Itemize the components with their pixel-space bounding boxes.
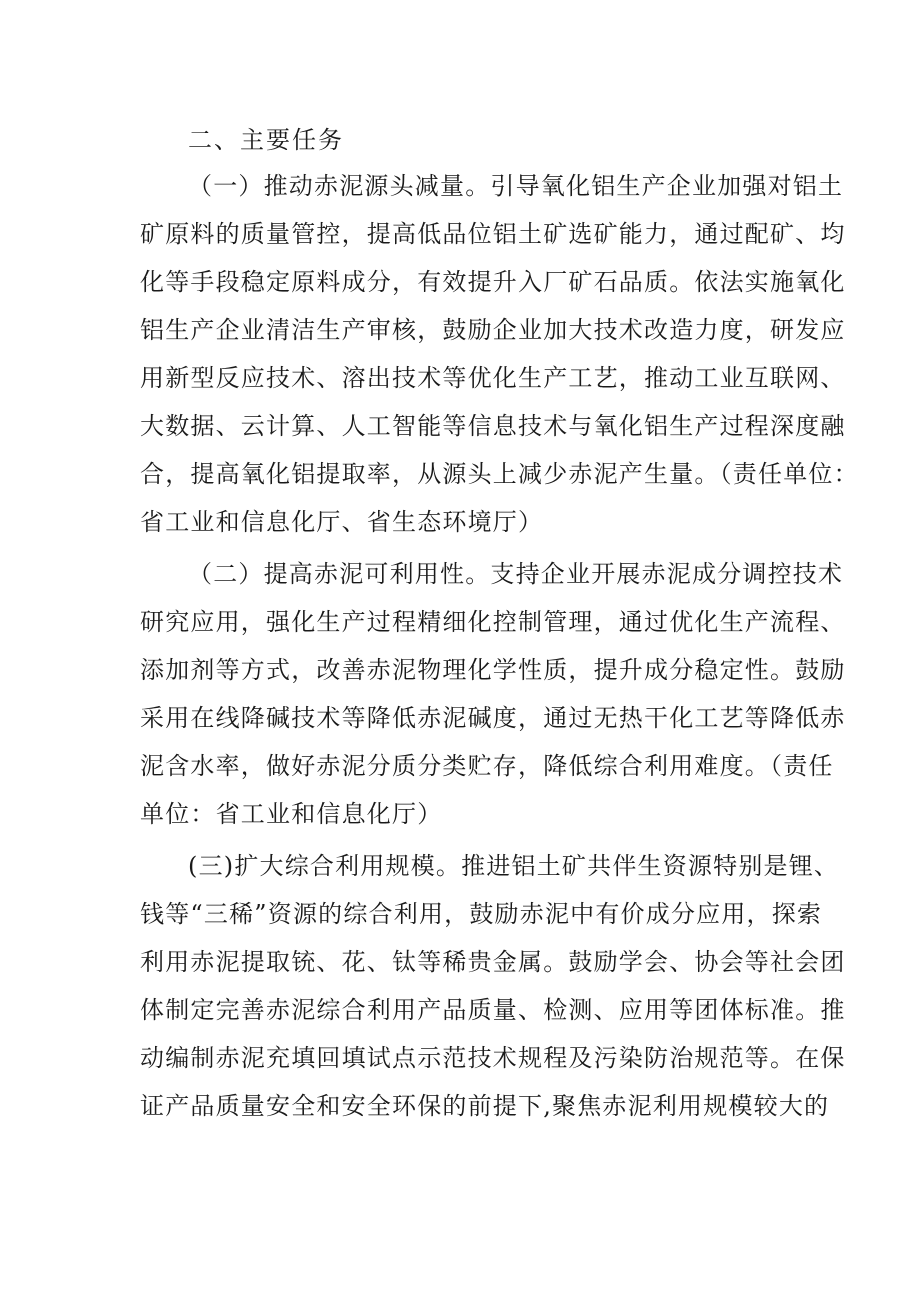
paragraph-2-line-3: 添加剂等方式，改善赤泥物理化学性质，提升成分稳定性。鼓励 (140, 656, 846, 684)
paragraph-1-line-2: 矿原料的质量管控，提高低品位铝土矿选矿能力，通过配矿、均 (140, 220, 846, 248)
paragraph-1-line-6: 大数据、云计算、人工智能等信息技术与氧化铝生产过程深度融 (140, 412, 846, 440)
paragraph-2-line-6: 单位：省工业和信息化厅） (140, 800, 443, 828)
paragraph-2-line-1: （二）提高赤泥可利用性。支持企业开展赤泥成分调控技术 (188, 560, 844, 588)
paragraph-1-line-3: 化等手段稳定原料成分，有效提升入厂矿石品质。依法实施氧化 (140, 268, 846, 296)
paragraph-1-line-8: 省工业和信息化厅、省生态环境厅） (140, 508, 544, 536)
paragraph-3-line-4: 体制定完善赤泥综合利用产品质量、检测、应用等团体标准。推 (140, 996, 846, 1024)
paragraph-3-line-5: 动编制赤泥充填回填试点示范技术规程及污染防治规范等。在保 (140, 1044, 846, 1072)
paragraph-1-line-4: 铝生产企业清洁生产审核，鼓励企业加大技术改造力度，研发应 (140, 316, 846, 344)
paragraph-3-line-1: (三)扩大综合利用规模。推进铝土矿共伴生资源特别是锂、 (188, 852, 840, 880)
paragraph-1-line-5: 用新型反应技术、溶出技术等优化生产工艺，推动工业互联网、 (140, 364, 846, 392)
section-heading: 二、主要任务 (188, 126, 344, 154)
paragraph-2-line-4: 采用在线降碱技术等降低赤泥碱度，通过无热干化工艺等降低赤 (140, 704, 846, 732)
paragraph-3-line-3: 利用赤泥提取铳、花、钛等稀贵金属。鼓励学会、协会等社会团 (140, 948, 846, 976)
paragraph-1-line-1: （一）推动赤泥源头减量。引导氧化铝生产企业加强对铝土 (188, 172, 844, 200)
paragraph-2-line-2: 研究应用，强化生产过程精细化控制管理，通过优化生产流程、 (140, 608, 846, 636)
paragraph-1-line-7: 合，提高氧化铝提取率，从源头上减少赤泥产生量。（责任单位： (140, 460, 859, 488)
paragraph-3-line-6: 证产品质量安全和安全环保的前提下,聚焦赤泥利用规模较大的 (140, 1092, 830, 1120)
paragraph-3-line-2: 钱等“三稀”资源的综合利用，鼓励赤泥中有价成分应用，探索 (140, 900, 823, 928)
paragraph-2-line-5: 泥含水率，做好赤泥分质分类贮存，降低综合利用难度。（责任 (140, 752, 834, 780)
